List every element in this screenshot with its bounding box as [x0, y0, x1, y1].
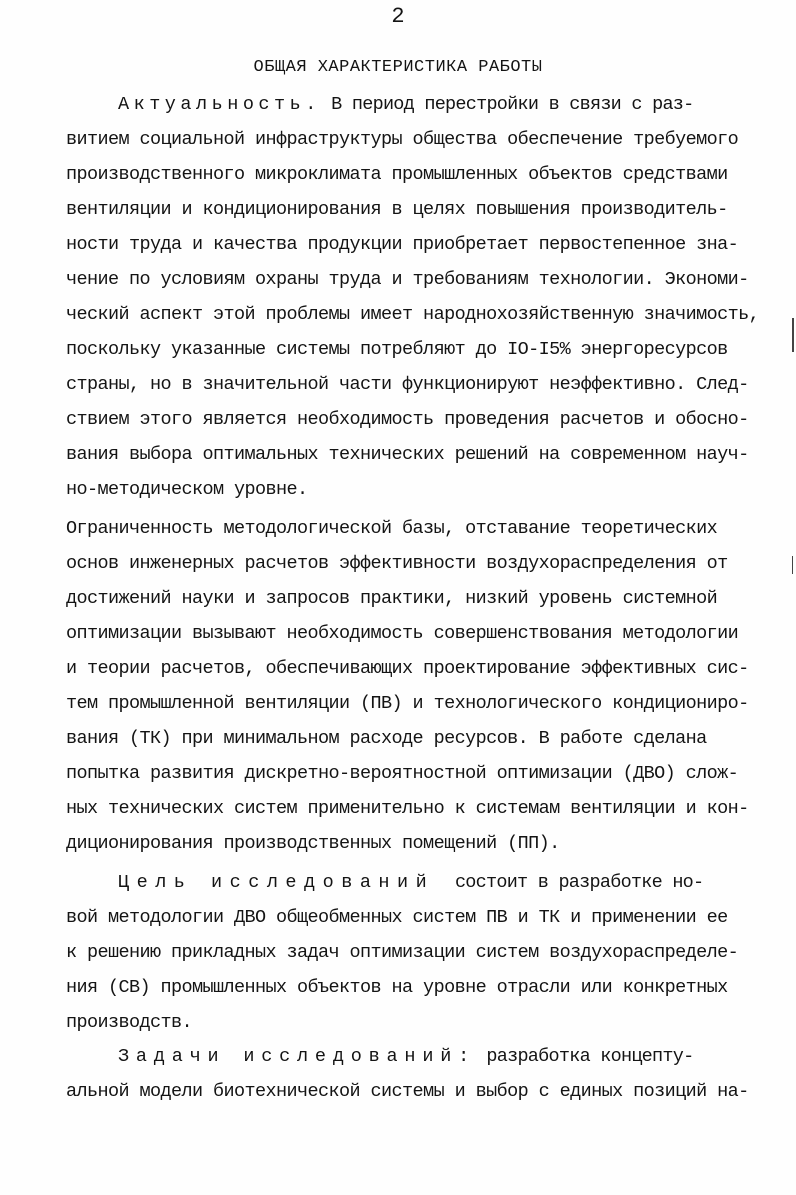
text-line: ния (СВ) промышленных объектов на уровне отрасли или конкретных [66, 977, 728, 998]
text-line: Ограниченность методологической базы, отставание теоретических [66, 518, 718, 539]
text-line: Задачи исследований: разработка концепту- [118, 1046, 694, 1067]
text-line: достижений науки и запросов практики, низкий уровень системной [66, 588, 718, 609]
text-line: и теории расчетов, обеспечивающих проектирование эффективных сис- [66, 658, 749, 679]
text-line: основ инженерных расчетов эффективности воздухораспределения от [66, 553, 728, 574]
text-line: оптимизации вызывают необходимость совершенствования методологии [66, 623, 739, 644]
text-line: попытка развития дискретно-вероятностной оптимизации (ДВО) слож- [66, 763, 739, 784]
text-line: тем промышленной вентиляции (ПВ) и технологического кондициониро- [66, 693, 749, 714]
text-line: чение по условиям охраны труда и требованиям технологии. Экономи- [66, 269, 749, 290]
scan-edge-mark [792, 318, 794, 352]
paragraph-lead: Цель исследований [118, 872, 435, 893]
text-line: витием социальной инфраструктуры общества обеспечение требуемого [66, 129, 739, 150]
text-line: ных технических систем применительно к системам вентиляции и кон- [66, 798, 749, 819]
text-line: поскольку указанные системы потребляют до IO-I5% энергоресурсов [66, 339, 728, 360]
paragraph-lead: Актуальность. [118, 94, 321, 115]
scan-edge-mark [792, 556, 793, 574]
section-title: ОБЩАЯ ХАРАКТЕРИСТИКА РАБОТЫ [253, 58, 543, 77]
text-line: к решению прикладных задач оптимизации систем воздухораспределе- [66, 942, 739, 963]
text-line: вания выбора оптимальных технических решений на современном науч- [66, 444, 749, 465]
text-line: диционирования производственных помещений (ПП). [66, 833, 560, 854]
text-line: ствием этого является необходимость проведения расчетов и обосно- [66, 409, 749, 430]
text-line: производств. [66, 1012, 193, 1033]
text-line: производственного микроклимата промышленных объектов средствами [66, 164, 728, 185]
text-line: альной модели биотехнической системы и выбор с единых позиций на- [66, 1081, 749, 1102]
page-number: 2 [391, 4, 405, 29]
text-line: страны, но в значительной части функционируют неэффективно. След- [66, 374, 749, 395]
text-line: вой методологии ДВО общеобменных систем ПВ и ТК и применении ее [66, 907, 728, 928]
text-line: ности труда и качества продукции приобретает первостепенное зна- [66, 234, 739, 255]
text-line: но-методическом уровне. [66, 479, 308, 500]
text-line: вания (ТК) при минимальном расходе ресурсов. В работе сделана [66, 728, 707, 749]
text-line: Цель исследований состоит в разработке но- [118, 872, 704, 893]
text-line: ческий аспект этой проблемы имеет народнохозяйственную значимость, [66, 304, 760, 325]
text-line: Актуальность. В период перестройки в связи с раз- [118, 94, 694, 115]
paragraph-lead: Задачи исследований: [118, 1046, 477, 1067]
text-line: вентиляции и кондиционирования в целях повышения производитель- [66, 199, 728, 220]
